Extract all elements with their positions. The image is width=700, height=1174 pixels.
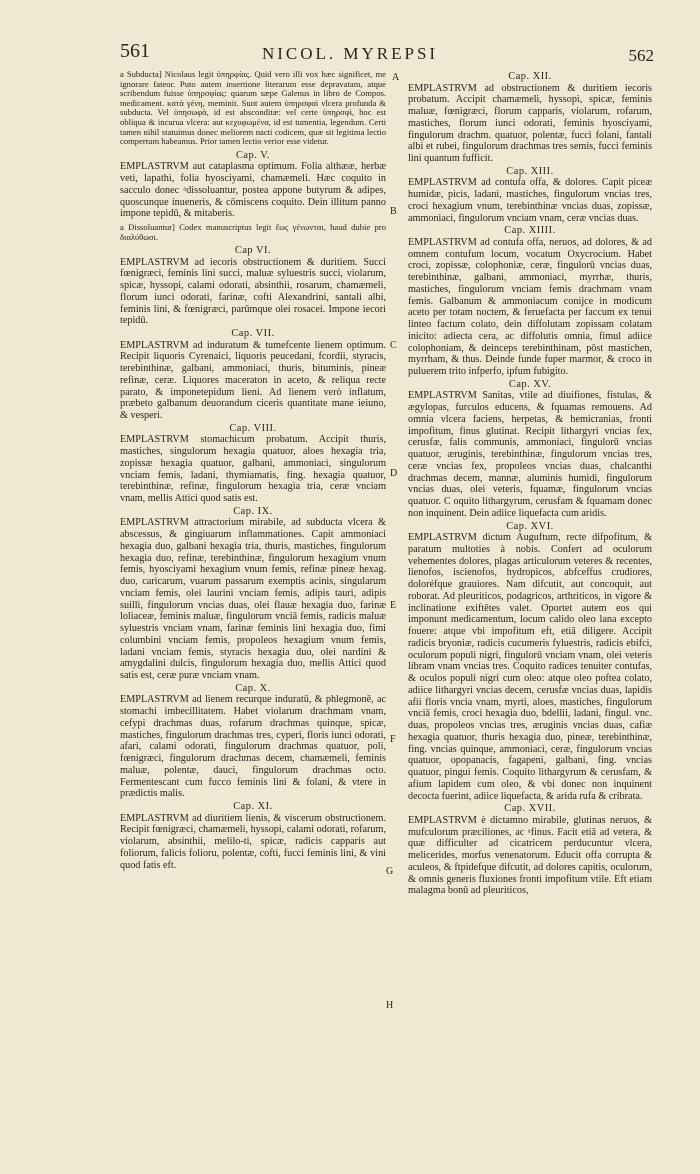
margin-letter-f: F	[390, 734, 396, 745]
chapter-title-xiii: Cap. XIII.	[506, 165, 554, 177]
right-column	[408, 70, 652, 897]
chapter-title-ix: Cap. IX.	[233, 505, 273, 517]
chapter-title-viii: Cap. VIII.	[229, 422, 277, 434]
recipe-text-ix: EMPLASTRVM attractorium mirabile, ad subducta vlcera & abscessus, & gingiuarum inflammationes. Capit ammoniaci hexagia duo, galbani hexagia tria, thuris, mastiches, fingulorum hexagia duo, refinæ, terebinthinæ, fingulorum hexagium vnum femis, hyosciyami hexagium vnum femis, refinæ pineæ hexag. duo, caricarum, vuarum passarum exemptis acinis, singularum vnciam femis, olei laurini vnciam femis, adipis tauri, adipis suilli, fingulorum vncias duas, olei flauæ hexagia duo, farinæ loliaceæ, feminis maluæ, fingulorum vnciā femis, radicis maluæ syluestris vnciam vnam, farinæ feminis lini hexagia duo, fimi columbini vnciam femis, propoleos hexagium vnum femis, ladani vnciam femis, styracis hexagia duo, olei nardini & amygdalini dulcis, fingulorum hexagia duo, mellis Attici quod satis est, ceræ puræ vnciam vnam.	[120, 517, 386, 682]
chapter-title-vii: Cap. VII.	[231, 328, 275, 340]
chapter-title-xvii: Cap. XVII.	[504, 803, 556, 815]
margin-letter-d: D	[390, 468, 398, 479]
recipe-text-vi: EMPLASTRVM ad iecoris obstructionem & duritiem. Succi fœnigræci, feminis lini succi, maluæ syluestris succi, violarum, spicæ, hyssopi, calami odorati, absinthii, rosarum, chamæmeli, florum iunci odorati, farinæ, cofti Alexandrini, santali albi, feminis lini, & fœnigræci, parūmque olei rosacei. Impone iecori tepidū.	[120, 256, 386, 327]
recipe-text-xvi: EMPLASTRVM dictum Auguftum, recte difpofitum, & paratum multoties à nobis. Confert ad oculorum vehementes dolores, plagas articulorum veteres & recentes, lienofos, iscienofos, hydropicos, abfceffus crudiores, doloréfque grauiores. Nam difcutit, aut concoquit, aut roborat. Ad pleuriticos, podagricos, arthriticos, in vigore & inclinatione exiftētes valet. Oportet autem eos qui imponunt medicamentum, locum calido oleo lana excepto fouere: atque vbi impofitum eft, etiā diligere. Accipit radicis bryoniæ, radicis cucumeris fyluestris, radicis ebifci, oculorum populi nigri, fingulorū vnciam vnam, olei veteris libram vnam vncias tres. Coquito radices tenuiter contufas, & oculos populi nigri cum oleo: atque oleo poftea colato, adiice lithargyri vncias decem, cerusfæ vncias duas, lapidis afii floris vncia vnam, myrti, aloes, mastiches, fingulorum vnciā femis, croci hexagia duo, bdellii, ladani, fingul. vnc. duas, propoleos vncias tres, æruginis vncias duas, cafiæ hexagia quatuor, thuris hexagia duo, pineæ, terebinthinæ, fing. vncias quinque, ammoniaci, ceræ, fingulorum vncias quatuor, opopanacis, fagapeni, galbani, fing. vncias quatuor, pingui femis. Coquito lithargyrum & cerusfam, & afium lapidem cum oleo, & vbi donec non inquinent decocta fuerint, adiice liquefacta, & arida rufa & cribrata.	[408, 532, 652, 802]
chapter-title-vi: Cap VI.	[234, 245, 272, 257]
recipe-text-vii: EMPLASTRVM ad induratum & tumefcente lienem optimum. Recipit liquoris Cyrenaici, liquoris peucedani, fcordii, styracis, terebinthinæ, galbani, ammoniaci, thuris, bituminis, pineæ refinæ, ceræ. Liquores maceraton in aceto, & reliqua recte parato, & imponetepidum lieni. Ad lienem verò inflatum, præbeto galbanum deuorandum ciceris quantitate mane ieiuno, & vesperi.	[120, 339, 386, 422]
recipe-text-xiiii: EMPLASTRVM ad contufa offa, neruos, ad dolores, & ad omnem contufum locum, vocatum Oxycrocium. Habet croci, zopissæ, colophoniæ, ceræ, fingulorū vncias duas, terebinthinæ, galbani, ammoniaci, myrrhæ, thuris, mastiches, fingulorum vnciam femis drachmam vnam femis. Galbanum & ammoniacum conijce in modicum aceto per totam noctem, & feruefacta per faccum ex tenui linteo factum colato, dein diffolutam zopissam colatam inicito: adiecta cera, ac diffolutis omnia, fimul adiice colophoniam, & deinceps terebinthinam, pōst mastichen, myrrham, & thus. Deinde funde fuper marmor, & croco in puluerem trito infperfo, ipfum fubigito.	[408, 236, 652, 377]
recipe-text-xiii: EMPLASTRVM ad contufa offa, & dolores. Capit piceæ humidæ, picis, ladani, mastiches, fingulorum vncias tres, croci hexagium vnum, terebinthinæ vncias duas, zopissæ, ammoniaci, fingulorum vnciam vnam, ceræ vncias duas.	[408, 177, 652, 224]
margin-letter-c: C	[390, 340, 397, 351]
chapter-title-xii: Cap. XII.	[508, 71, 552, 82]
margin-letter-g: G	[386, 866, 394, 877]
chapter-title-xvi: Cap. XVI.	[506, 520, 554, 532]
recipe-text-xv: EMPLASTRVM Sanitas, vtile ad diuifiones, fistulas, & ægylopas, furculos educens, & fquamas remouens. Ad omnia vlcera faciens, herpetas, & hemicranias, fronti impofitum, finus glutinat. Recipit lithargyri vncias fex, cerusfæ, falis communis, ammoniaci, fingulorū vncias quatuor, æruginis, terebinthinæ, fingulorum vncias tres, ceræ vncias fex, propoleos vncias duas, chalcanthi drachmas decem, mannæ, aluminis humidi, fingulorum vncias duas, olei veteris, fquamæ, fingulorum vncias quatuor. C oquito lithargyrum, cerusfam & fquamam donec non inquinent. Dein adiice liquefacta cum aridis.	[408, 390, 652, 519]
chapter-title-xv: Cap. XV.	[508, 378, 552, 390]
margin-letter-e: E	[390, 600, 397, 611]
running-title: NICOL. MYREPSI	[261, 44, 439, 63]
recipe-text-x: EMPLASTRVM ad lienem recurque induratū, & phlegmonē, ac stomachi imbecillitatem. Habet violarum drachmam vnam, cefypi drachmas duas, rofarum drachmas quinque, spicæ, mastiches, fingulorum drachmas tres, cyperi, floris iunci odorati, afari, calami odorati, fingulorum drachmas quatuor, poli, fœnigræci, fingulorum drachmas decem, chamæmeli, feminis maluæ, polentæ, dauci, fingulorum drachmas octo. Fermentescant cum fucco feminis lini & folani, & vtere in prædictis malis.	[120, 694, 386, 800]
page-header	[0, 40, 700, 70]
chapter-title-x: Cap. X.	[235, 682, 271, 694]
left-column	[120, 70, 386, 871]
footnote-dissoluantur: a Dissoluantur] Codex manuscriptus legit ἕως γένωνται, haud dubie pro διαλύθωσι.	[120, 222, 386, 242]
chapter-title-xi: Cap. XI.	[233, 801, 273, 813]
recipe-text-xi: EMPLASTRVM ad diuritiem lienis, & viscerum obstructionem. Recipit fœnigræci, chamæmeli, hyssopi, calami odorati, rofarum, violarum, absinthii, melilo-ti, spicæ, radicis capparis aut foliorum, falicis folioru, polentæ, cofti, fucci feminis lini, & vini quod fatis eft.	[120, 812, 386, 871]
margin-letter-b: B	[390, 206, 397, 217]
left-page-number: 561	[120, 40, 150, 62]
chapter-title-xiiii: Cap. XIIII.	[504, 225, 556, 237]
recipe-text-viii: EMPLASTRVM stomachicum probatum. Accipit thuris, mastiches, singulorum hexagia quatuor, aloes hexagia tria, zopissæ hexagia quatuor, galbani, ammoniaci, singulorum vnciam femis, ladani, thymiamatis, fing. hexagia quatuor, terebinthinæ, refinæ, fingulorum hexagia tria, ceræ vnciam vnam, mellis Attici quod satis est.	[120, 434, 386, 505]
right-page-number: 562	[628, 46, 654, 65]
recipe-text-v: EMPLASTRVM aut cataplasma optimum. Folia althææ, herbæ veti, lapathi, folia hyosciyami, chamæmeli. Hæc coquito in sacculo donec ᵃdissoluantur, postea appone butyrum & adipes, quoscunque inueneris, & cōmiscens coquito. Dein illitum panno impone tepidū, & mitaberis.	[120, 161, 386, 220]
chapter-title-v: Cap. V.	[235, 149, 270, 161]
margin-letter-h: H	[386, 1000, 394, 1011]
recipe-text-xvii: EMPLASTRVM è dictamno mirabile, glutinas neruos, & mufculorum præciliones, ac ᵃfinus. Facit etiā ad vetera, & quæ difficulter ad cicatricem perducuntur vlcera, melicerides, morfus venenatorum. Educit offa corrupta & aculeos, & ftpidefque difcutit, ad dolores capitis, oculorum, & omnis generis fluxiones fronti impofitum vtile. Eft etiam malagma bonū ad pleuriticos,	[408, 814, 652, 897]
recipe-text-xii: EMPLASTRVM ad obstructionem & duritiem iecoris probatum. Accipit chamæmeli, hyssopi, spicæ, feminis maluæ, fœnigræci, florum capparis, violarum, rofarum, mastiches, florum iunci odorati, feminis hyosciyami, fingulorum drachm. quatuor, polentæ, fucci folani, fantali albi et rubei, fingulorum drachmas tres semis, fucci feminis lini quantum fufficit.	[408, 82, 652, 164]
margin-letter-a: A	[392, 72, 400, 83]
footnote-subducta: a Subducta] Nicolaus legit ὑπηρφίας. Quid vero illi vox hæc significet, me ignorare fateor. Puto autem insertione literarum esse depravatam, atque scribendum fuisse ὑπηρσφίας: quarum sæpe Galenus in libro de Compos. medicament. κατὰ γένη, meminit. Sunt autem ὑπηρσφαὶ vlcera profunda & subducta. Vel ὑπησωφὰ, id est absconditæ: vel certe ὑπηρσφὶ, hoc est obliqua & incurua vlcera: aut κεχυφωμένα, id est tumentia, legendum. Certi tamen nihil statuimus donec meliorem nacti codicem, quæ sit legitima lectio compertum habeamus. Prior tamen lectio verior esse videtur.	[120, 70, 386, 147]
